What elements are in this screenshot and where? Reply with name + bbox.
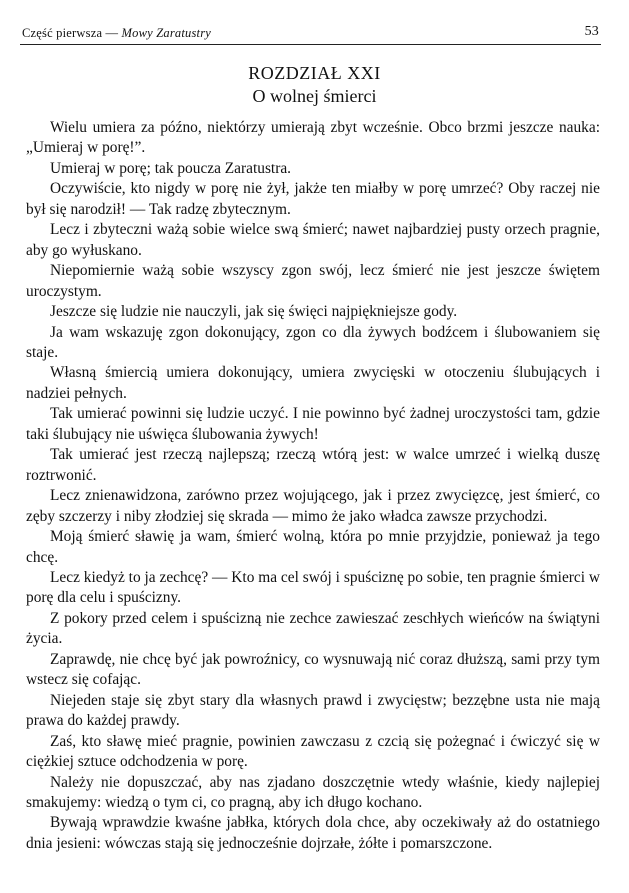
paragraph: Ja wam wskazuję zgon dokonujący, zgon co dla żywych bodźcem i ślubowaniem się staje. — [26, 323, 600, 361]
page-number: 53 — [584, 24, 599, 39]
book-title: Mowy Zaratustry — [121, 26, 212, 40]
paragraph: Oczywiście, kto nigdy w porę nie żył, jakże ten miałby w porę umrzeć? Oby raczej nie był się narodził! — Tak radzę zbytecznym. — [26, 180, 600, 218]
paragraph: Wielu umiera za późno, niektórzy umierają zbyt wcześnie. Obco brzmi jeszcze nauka: „Umieraj w porę!”. — [26, 119, 600, 157]
header-rule — [20, 44, 601, 45]
paragraph: Umieraj w porę; tak poucza Zaratustra. — [50, 159, 292, 177]
paragraph: Lecz znienawidzona, zarówno przez wojującego, jak i przez zwycięzcę, jest śmierć, co zęby szczerzy i niby złodziej się skrada — mimo że jako władca zawsze przychodzi. — [26, 487, 600, 525]
paragraph: Zaś, kto sławę mieć pragnie, powinien zawczasu z czcią się pożegnać i ćwiczyć się w ciężkiej sztuce odchodzenia w porę. — [26, 732, 600, 771]
part-label: Część pierwsza — — [22, 26, 122, 40]
paragraph: Należy nie dopuszczać, aby nas zjadano doszczętnie wtedy właśnie, kiedy najlepiej smakujemy: wiedzą o tym ci, co pragną, aby ich długo kochano. — [26, 773, 600, 811]
paragraph: Zaprawdę, nie chcę być jak powroźnicy, co wysnuwają nić coraz dłuższą, sami przy tym wstecz się cofając. — [26, 650, 600, 689]
paragraph: Niepomiernie ważą sobie wszyscy zgon swój, lecz śmierć nie jest jeszcze świętem uroczystym. — [26, 262, 600, 300]
running-head — [22, 24, 599, 44]
paragraph: Tak umierać jest rzeczą najlepszą; rzeczą wtórą jest: w walce umrzeć i wielką duszę roztrwonić. — [26, 446, 600, 484]
paragraph: Własną śmiercią umiera dokonujący, umiera zwycięski w otoczeniu ślubujących i nadziei pełnych. — [26, 364, 600, 402]
paragraph: Bywają wprawdzie kwaśne jabłka, których dola chce, aby oczekiwały aż do ostatniego dnia jesieni: wówczas stają się jednocześnie dojrzałe, żółte i pomarszczone. — [26, 814, 600, 852]
paragraph: Moją śmierć sławię ja wam, śmierć wolną, która po mnie przyjdzie, ponieważ ja tego chcę. — [26, 528, 600, 566]
chapter-title: O wolnej śmierci — [252, 86, 377, 106]
paragraph: Lecz i zbyteczni ważą sobie wielce swą śmierć; nawet najbardziej pusty orzech pragnie, aby go wyłuskano. — [26, 221, 600, 259]
chapter-number: ROZDZIAŁ XXI — [248, 63, 381, 83]
paragraph: Niejeden staje się zbyt stary dla własnych prawd i zwycięstw; bezzębne usta nie mają prawa do każdej prawdy. — [26, 691, 600, 730]
paragraph: Z pokory przed celem i spuścizną nie zechce zawieszać zeschłych wieńców na świątyni życia. — [26, 609, 600, 648]
chapter-body — [26, 118, 600, 854]
paragraph: Jeszcze się ludzie nie nauczyli, jak się święci najpiękniejsze gody. — [50, 303, 458, 321]
paragraph: Tak umierać powinni się ludzie uczyć. I nie powinno być żadnej uroczystości tam, gdzie taki ślubujący nie uświęca ślubowania żywych! — [26, 405, 600, 443]
running-head-title — [22, 26, 211, 41]
paragraph: Lecz kiedyż to ja zechcę? — Kto ma cel swój i spuściznę po sobie, ten pragnie śmierci w porę dla celu i spuścizny. — [26, 568, 600, 607]
